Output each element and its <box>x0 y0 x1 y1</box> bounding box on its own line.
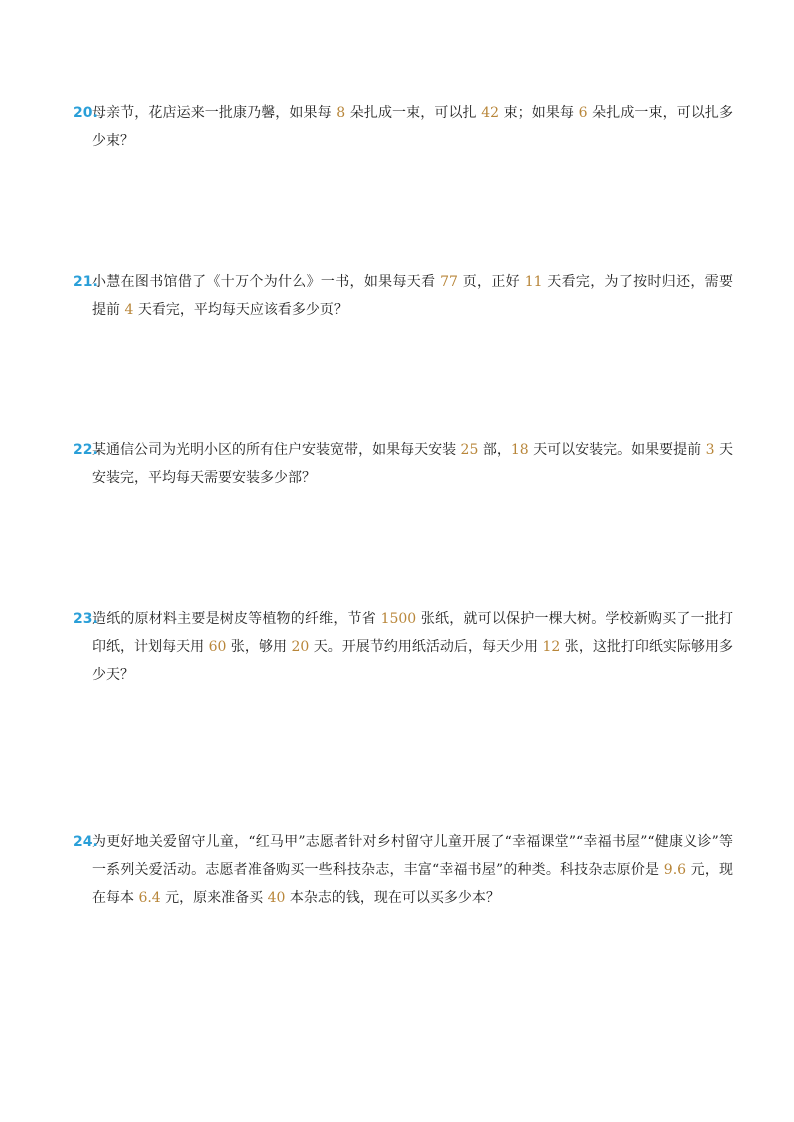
text-segment: 小慧在图书馆借了《十万个为什么》一书，如果每天看 <box>92 274 441 290</box>
problem-22 <box>73 436 733 492</box>
text-segment: 天看完，平均每天应该看多少页？ <box>133 302 348 318</box>
problem-text <box>73 436 733 492</box>
highlighted-number: 40 <box>267 890 286 906</box>
highlighted-number: 12 <box>542 639 561 655</box>
problem-text <box>73 605 733 689</box>
problem-number: 21. <box>73 274 98 290</box>
highlighted-number: 4 <box>124 302 134 318</box>
highlighted-number: 9.6 <box>663 862 687 878</box>
text-segment: 某通信公司为光明小区的所有住户安装宽带，如果每天安装 <box>92 442 461 458</box>
highlighted-number: 25 <box>460 442 479 458</box>
text-segment: 天可以安装完。如果要提前 <box>528 442 706 458</box>
highlighted-number: 42 <box>481 105 500 121</box>
text-segment: 元，现在每本 <box>92 862 733 906</box>
problem-number: 20. <box>73 105 98 121</box>
text-segment: 束；如果每 <box>499 105 579 121</box>
problem-number: 22. <box>73 442 98 458</box>
text-segment: 天看完，为了按时归还，需要提前 <box>92 274 733 318</box>
text-segment: 部， <box>478 442 511 458</box>
text-segment: 张，这批打印纸实际够用多少天？ <box>92 639 733 683</box>
text-segment: 天安装完，平均每天需要安装多少部？ <box>92 442 734 486</box>
problem-number: 24. <box>73 834 98 850</box>
text-segment: 页，正好 <box>457 274 525 290</box>
highlighted-number: 60 <box>208 639 227 655</box>
problem-text <box>73 828 733 912</box>
highlighted-number: 20 <box>291 639 310 655</box>
highlighted-number: 6 <box>578 105 588 121</box>
text-segment: 天。开展节约用纸活动后，每天少用 <box>309 639 543 655</box>
highlighted-number: 3 <box>705 442 715 458</box>
problem-text <box>73 268 733 324</box>
problem-24 <box>73 828 733 912</box>
highlighted-number: 77 <box>440 274 458 290</box>
text-segment: 朵扎成一束，可以扎 <box>345 105 482 121</box>
highlighted-number: 6.4 <box>138 890 161 906</box>
highlighted-number: 8 <box>336 105 346 121</box>
text-segment: 朵扎成一束，可以扎多少束？ <box>92 105 734 149</box>
text-segment: 造纸的原材料主要是树皮等植物的纤维，节省 <box>92 611 381 627</box>
text-segment: 元，原来准备买 <box>160 890 268 906</box>
problem-text <box>73 99 733 155</box>
problem-number: 23. <box>73 611 98 627</box>
text-segment: 张，够用 <box>226 639 292 655</box>
problem-20 <box>73 99 733 155</box>
text-segment: 母亲节，花店运来一批康乃馨，如果每 <box>92 105 337 121</box>
highlighted-number: 18 <box>510 442 529 458</box>
text-segment: 张纸，就可以保护一棵大树。学校新购买了一批打印纸，计划每天用 <box>92 611 733 655</box>
highlighted-number: 11 <box>524 274 543 290</box>
problem-21 <box>73 268 733 324</box>
text-segment: 本杂志的钱，现在可以买多少本？ <box>285 890 500 906</box>
highlighted-number: 1500 <box>380 611 417 627</box>
problem-23 <box>73 605 733 689</box>
text-segment: 为更好地关爱留守儿童，“红马甲”志愿者针对乡村留守儿童开展了“幸福课堂”“幸福书屋”“健康义诊”等一系列关爱活动。志愿者准备购买一些科技杂志，丰富“幸福书屋”的种类。科技杂志原价是 <box>92 834 733 878</box>
